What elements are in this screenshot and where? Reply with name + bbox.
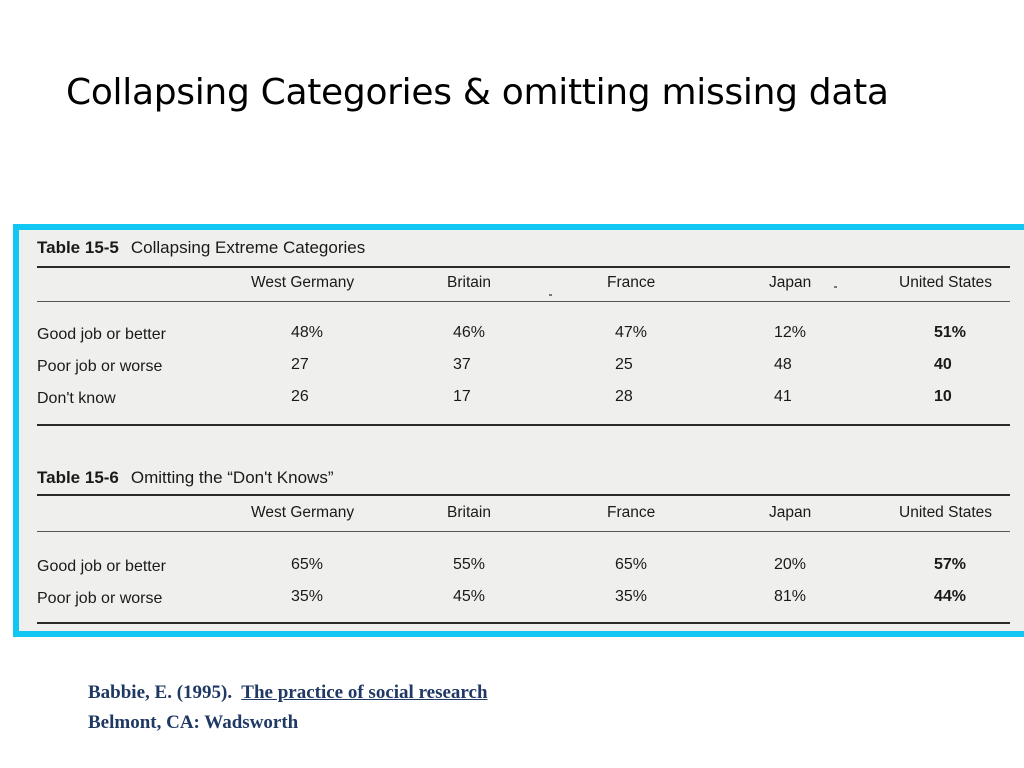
t1-cell-dont-know-japan: 41: [774, 388, 792, 405]
t1-cell-dont-know-west-germany: 26: [291, 388, 309, 405]
citation-line-1: [88, 678, 488, 708]
t1-cell-poor-west-germany: 27: [291, 356, 309, 373]
t1-cell-dont-know-united-states: 10: [934, 388, 952, 405]
scan-speck: [549, 294, 552, 296]
t1-cell-dont-know-france: 28: [615, 388, 633, 405]
t1-col-britain: Britain: [447, 274, 491, 291]
scan-speck: [834, 286, 837, 288]
t2-cell-good-west-germany: 65%: [291, 556, 324, 573]
t2-col-united-states: United States: [899, 504, 993, 521]
table-15-6-heading: [37, 468, 334, 488]
t2-col-britain: Britain: [447, 504, 491, 521]
t1-col-france: France: [607, 274, 656, 291]
t1-cell-dont-know-britain: 17: [453, 388, 471, 405]
t2-cell-poor-united-states: 44%: [934, 588, 967, 605]
t2-cell-poor-west-germany: 35%: [291, 588, 324, 605]
t1-cell-poor-japan: 48: [774, 356, 792, 373]
t1-row-label-good: Good job or better: [37, 326, 166, 343]
t1-cell-poor-britain: 37: [453, 356, 471, 373]
t1-cell-poor-united-states: 40: [934, 356, 952, 373]
table-15-6-title: Omitting the “Don't Knows”: [130, 468, 334, 487]
t1-row-label-dont-know: Don't know: [37, 390, 116, 407]
table-15-5-bottom-rule: [37, 424, 1010, 426]
table-15-5-number: Table 15-5: [37, 238, 119, 257]
t2-col-france: France: [607, 504, 656, 521]
table-15-5-header-rule: [37, 301, 1010, 302]
t2-cell-good-britain: 55%: [453, 556, 486, 573]
table-15-6-number: Table 15-6: [37, 468, 119, 487]
t1-cell-good-france: 47%: [615, 324, 648, 341]
table-15-5-heading: [37, 238, 365, 258]
t1-cell-poor-france: 25: [615, 356, 633, 373]
table-15-5-top-rule: [37, 266, 1010, 268]
t2-cell-good-france: 65%: [615, 556, 648, 573]
t1-cell-good-united-states: 51%: [934, 324, 967, 341]
citation-book-title: The practice of social research: [241, 682, 488, 703]
t2-col-japan: Japan: [769, 504, 812, 521]
t2-cell-poor-britain: 45%: [453, 588, 486, 605]
t1-col-west-germany: West Germany: [251, 274, 355, 291]
t2-cell-poor-france: 35%: [615, 588, 648, 605]
citation-publisher: Belmont, CA: Wadsworth: [88, 712, 299, 733]
t1-cell-good-japan: 12%: [774, 324, 807, 341]
slide-title: Collapsing Categories & omitting missing data: [66, 72, 889, 113]
t2-row-label-good: Good job or better: [37, 558, 166, 575]
t2-col-west-germany: West Germany: [251, 504, 355, 521]
citation-author-year: Babbie, E. (1995).: [88, 682, 233, 703]
table-15-6-top-rule: [37, 494, 1010, 496]
t1-cell-good-britain: 46%: [453, 324, 486, 341]
t1-cell-good-west-germany: 48%: [291, 324, 324, 341]
t2-cell-good-japan: 20%: [774, 556, 807, 573]
t2-row-label-poor: Poor job or worse: [37, 590, 163, 607]
table-15-6-header-rule: [37, 531, 1010, 532]
t1-row-label-poor: Poor job or worse: [37, 358, 163, 375]
t1-col-united-states: United States: [899, 274, 993, 291]
t1-col-japan: Japan: [769, 274, 812, 291]
t2-cell-poor-japan: 81%: [774, 588, 807, 605]
table-15-6-bottom-rule: [37, 622, 1010, 624]
table-15-5-title: Collapsing Extreme Categories: [130, 238, 366, 257]
scanned-table-image: [13, 224, 1024, 637]
citation: [88, 678, 488, 738]
t2-cell-good-united-states: 57%: [934, 556, 967, 573]
